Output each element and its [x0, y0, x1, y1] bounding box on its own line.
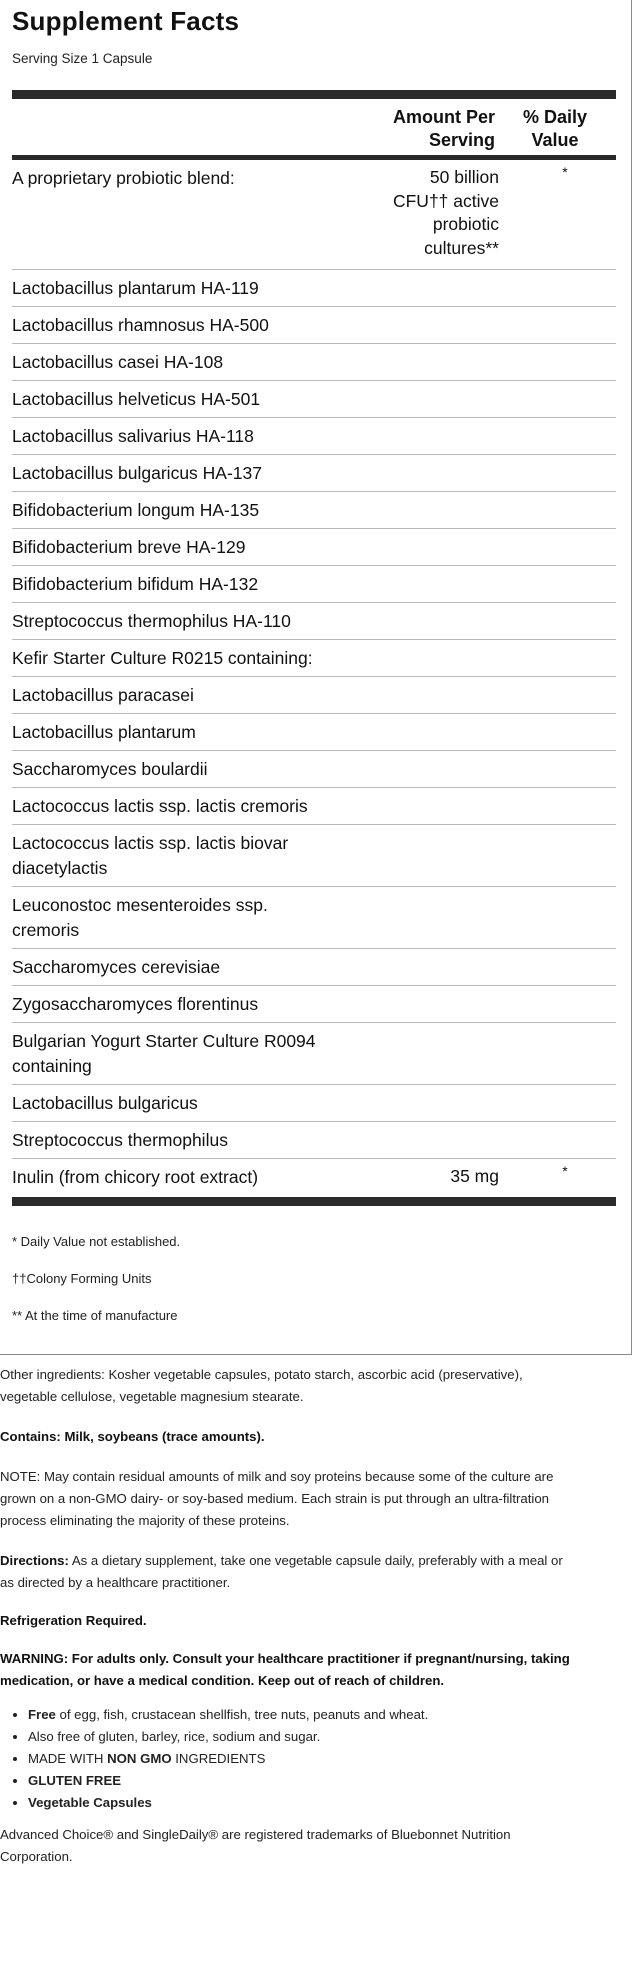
table-row — [12, 949, 616, 986]
table-row — [12, 307, 616, 344]
ingredient-dv: * — [562, 164, 568, 180]
table-row — [12, 788, 616, 825]
ingredient-name: Saccharomyces boulardii — [12, 759, 208, 779]
amount-line: CFU†† active — [392, 190, 499, 211]
text-line: WARNING: For adults only. Consult your healthcare practitioner if pregnant/nursing, taking — [0, 1651, 570, 1666]
list-item — [28, 1704, 628, 1726]
amount-per-serving-header — [360, 106, 495, 152]
footnote-daily-value: * Daily Value not established. — [12, 1234, 181, 1249]
footnote-cfu: ††Colony Forming Units — [12, 1271, 152, 1286]
table-row — [12, 566, 616, 603]
table-row — [12, 640, 616, 677]
footnote-manufacture: ** At the time of manufacture — [12, 1308, 178, 1323]
ingredient-name: Lactobacillus bulgaricus — [12, 1093, 198, 1113]
ingredient-name — [12, 831, 352, 881]
text-line: as directed by a healthcare practitioner. — [0, 1575, 231, 1590]
ingredient-name: Lactobacillus salivarius HA-118 — [12, 426, 254, 446]
feature-list — [0, 1704, 628, 1814]
ingredient-name: Streptococcus thermophilus HA-110 — [12, 611, 291, 631]
dv-header-line2: Value — [531, 130, 579, 150]
text-line: Corporation. — [0, 1849, 73, 1864]
name-line: cremoris — [12, 920, 80, 940]
table-row — [12, 751, 616, 788]
non-gmo: NON GMO — [107, 1751, 172, 1766]
gluten-free: GLUTEN FREE — [28, 1773, 122, 1788]
table-row — [12, 1023, 616, 1085]
table-row — [12, 986, 616, 1023]
table-row — [12, 677, 616, 714]
list-item — [28, 1792, 628, 1814]
ingredient-name: Kefir Starter Culture R0215 containing: — [12, 648, 313, 668]
table-row — [12, 603, 616, 640]
bottom-divider — [12, 1197, 616, 1206]
amount-line: 50 billion — [429, 167, 499, 187]
table-row — [12, 270, 616, 307]
ingredient-name: Lactobacillus casei HA-108 — [12, 352, 224, 372]
ingredient-name: Lactobacillus rhamnosus HA-500 — [12, 315, 269, 335]
vegetable-capsules: Vegetable Capsules — [28, 1795, 152, 1810]
amount-header-line1: Amount Per — [392, 107, 495, 127]
text-line: vegetable cellulose, vegetable magnesium stearate. — [0, 1389, 304, 1404]
name-line: containing — [12, 1056, 92, 1076]
ingredient-name: Streptococcus thermophilus — [12, 1130, 228, 1150]
ingredient-name: Lactobacillus bulgaricus HA-137 — [12, 463, 262, 483]
note — [0, 1466, 630, 1532]
refrigeration-text: Refrigeration Required. — [0, 1613, 147, 1628]
amount-header-line2: Serving — [428, 130, 495, 150]
daily-value-header — [510, 106, 600, 152]
ingredient-name: Bifidobacterium longum HA-135 — [12, 500, 260, 520]
ingredient-name: Lactobacillus helveticus HA-501 — [12, 389, 261, 409]
table-row — [12, 455, 616, 492]
ingredient-name: Bifidobacterium breve HA-129 — [12, 537, 246, 557]
text-line: grown on a non-GMO dairy- or soy-based medium. Each strain is put through an ultra-filtration — [0, 1491, 550, 1506]
ingredient-name — [12, 893, 352, 943]
name-line: Lactococcus lactis ssp. lactis biovar — [12, 833, 289, 853]
text-line: Advanced Choice® and SingleDaily® are registered trademarks of Bluebonnet Nutrition — [0, 1827, 511, 1842]
dv-header-line1: % Daily — [522, 107, 588, 127]
table-row — [12, 381, 616, 418]
ingredient-name: Lactobacillus plantarum HA-119 — [12, 278, 259, 298]
directions-text: As a dietary supplement, take one vegetable capsule daily, preferably with a meal or — [68, 1553, 563, 1568]
table-row — [12, 1122, 616, 1159]
amount-line: probiotic — [432, 214, 499, 234]
list-item — [28, 1748, 628, 1770]
table-row — [12, 714, 616, 751]
made-with-post: INGREDIENTS — [171, 1751, 266, 1766]
amount-line: cultures** — [424, 237, 499, 258]
serving-size: Serving Size 1 Capsule — [12, 51, 153, 66]
text-line: medication, or have a medical condition. Keep out of reach of children. — [0, 1673, 445, 1688]
ingredient-dv: * — [562, 1163, 568, 1179]
ingredient-name: A proprietary probiotic blend: — [12, 168, 235, 188]
text-line: process eliminating the majority of these proteins. — [0, 1513, 290, 1528]
table-row — [12, 1085, 616, 1122]
table-row — [12, 825, 616, 887]
table-row — [12, 887, 616, 949]
ingredient-name: Lactobacillus paracasei — [12, 685, 194, 705]
table-row — [12, 492, 616, 529]
other-ingredients — [0, 1364, 630, 1408]
name-line: Bulgarian Yogurt Starter Culture R0094 — [12, 1031, 316, 1051]
ingredient-name: Saccharomyces cerevisiae — [12, 957, 221, 977]
ingredient-name: Lactococcus lactis ssp. lactis cremoris — [12, 796, 308, 816]
ingredient-name: Lactobacillus plantarum — [12, 722, 196, 742]
table-row — [12, 160, 616, 270]
top-divider — [12, 90, 616, 99]
ingredient-name: Zygosaccharomyces florentinus — [12, 994, 259, 1014]
warning — [0, 1648, 630, 1692]
directions-label: Directions: — [0, 1553, 69, 1568]
text-line — [0, 1550, 630, 1572]
table-row — [12, 1159, 616, 1197]
name-line: diacetylactis — [12, 858, 108, 878]
trademark-notice — [0, 1824, 630, 1868]
free-label: Free — [28, 1707, 56, 1722]
list-item: • Also free of gluten, barley, rice, sodium and sugar. — [28, 1726, 628, 1748]
ingredient-name — [12, 1029, 352, 1079]
free-text: of egg, fish, crustacean shellfish, tree nuts, peanuts and wheat. — [55, 1707, 429, 1722]
list-item — [28, 1770, 628, 1792]
contains-allergens — [0, 1426, 630, 1448]
made-with-pre: MADE WITH — [28, 1751, 108, 1766]
table-row — [12, 344, 616, 381]
text-line: NOTE: May contain residual amounts of milk and soy proteins because some of the culture are — [0, 1469, 554, 1484]
directions — [0, 1550, 630, 1594]
text-line: Other ingredients: Kosher vegetable capsules, potato starch, ascorbic acid (preservative), — [0, 1367, 523, 1382]
ingredient-name: Inulin (from chicory root extract) — [12, 1167, 259, 1187]
table-row — [12, 418, 616, 455]
table-row — [12, 529, 616, 566]
ingredient-amount — [339, 166, 499, 260]
contains-text: Contains: Milk, soybeans (trace amounts). — [0, 1429, 265, 1444]
ingredient-amount: 35 mg — [450, 1166, 499, 1186]
ingredient-name: Bifidobacterium bifidum HA-132 — [12, 574, 259, 594]
name-line: Leuconostoc mesenteroides ssp. — [12, 895, 268, 915]
facts-title: Supplement Facts — [12, 6, 240, 36]
refrigeration-required — [0, 1610, 630, 1632]
